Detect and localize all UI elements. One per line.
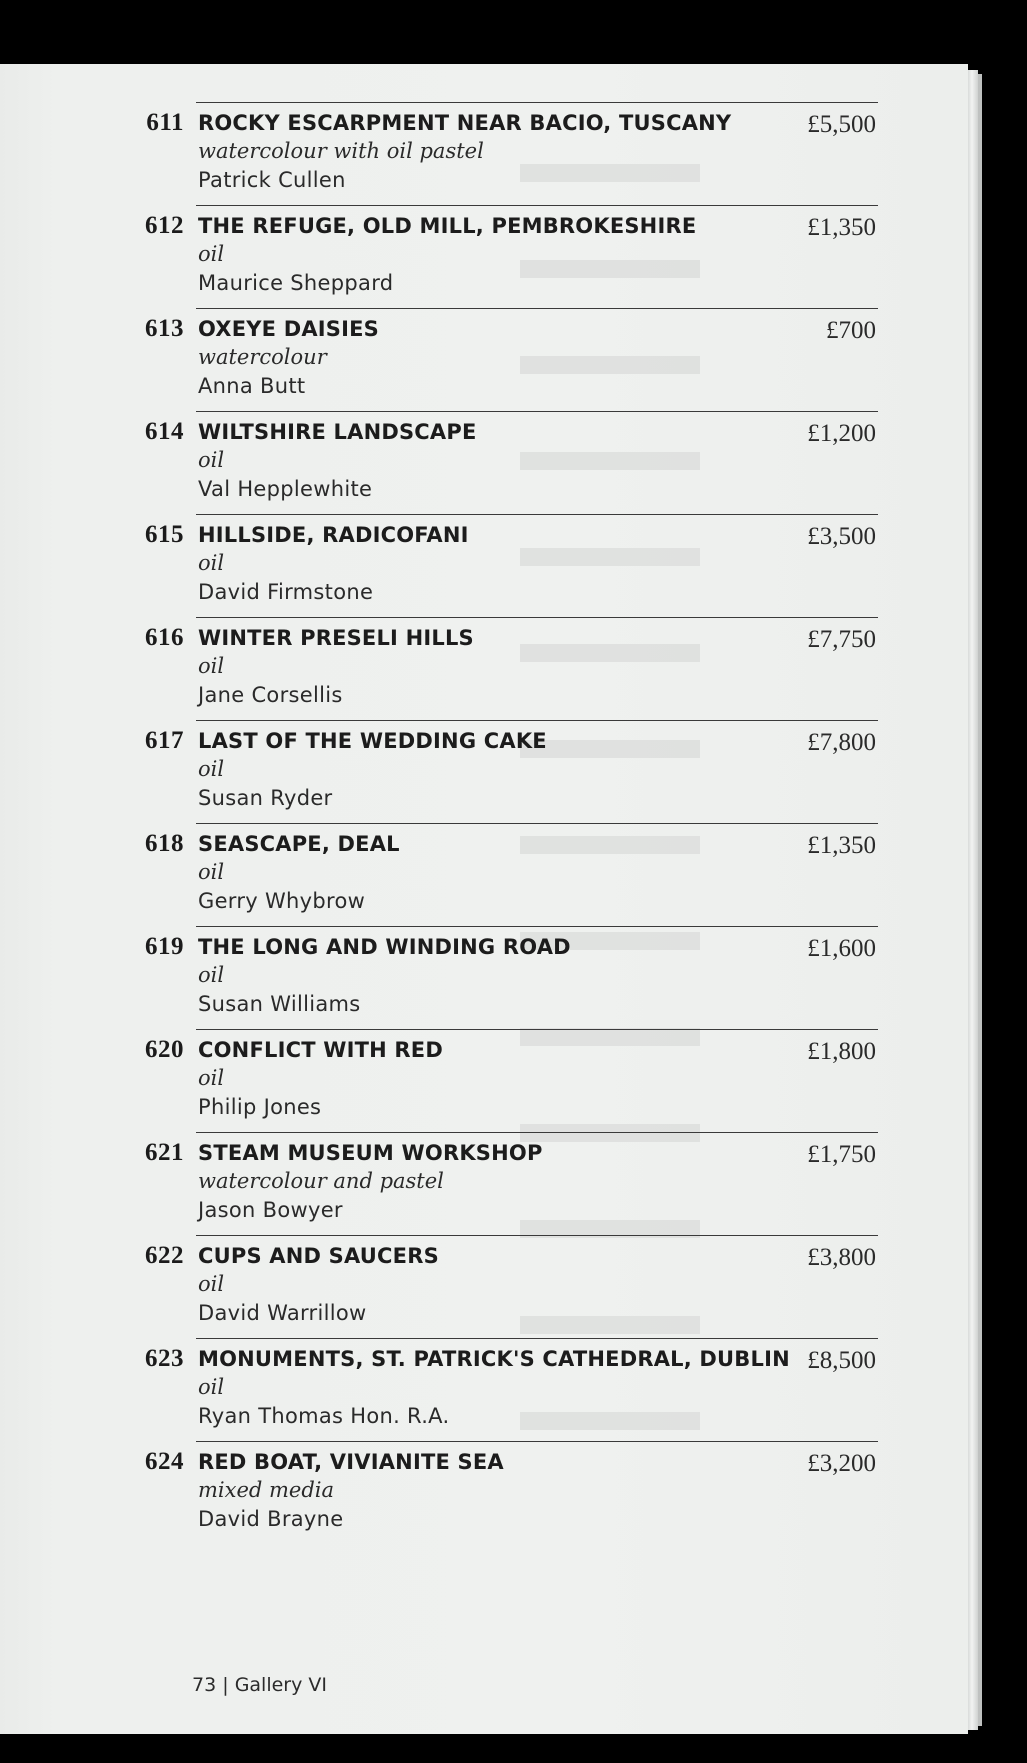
entry-title: RED BOAT, VIVIANITE SEA [198, 1450, 504, 1474]
entry-medium: oil [198, 654, 225, 678]
entry-number: 615 [145, 521, 184, 548]
entry-price: £7,750 [807, 626, 876, 653]
entry-number: 621 [145, 1139, 184, 1166]
entry-artist: Jane Corsellis [198, 683, 343, 707]
entry-artist: David Warrillow [198, 1301, 367, 1325]
entry-medium: oil [198, 1375, 225, 1399]
entry-title: CUPS AND SAUCERS [198, 1244, 439, 1268]
entry-title: HILLSIDE, RADICOFANI [198, 523, 469, 547]
entry-title: OXEYE DAISIES [198, 317, 380, 341]
entry-title: SEASCAPE, DEAL [198, 832, 400, 856]
entry-title: STEAM MUSEUM WORKSHOP [198, 1141, 543, 1165]
entry-title: LAST OF THE WEDDING CAKE [198, 729, 547, 753]
entry-price: £3,800 [807, 1244, 876, 1271]
entry-price: £1,800 [807, 1038, 876, 1065]
entry-price: £3,500 [807, 523, 876, 550]
catalogue-entry [145, 720, 878, 823]
entry-artist: Ryan Thomas Hon. R.A. [198, 1404, 450, 1428]
catalogue-entry [145, 1441, 878, 1544]
catalogue-entry [145, 514, 878, 617]
entry-number: 613 [145, 315, 184, 342]
catalogue-entry [145, 1338, 878, 1441]
catalogue-entry [146, 102, 878, 205]
entry-medium: oil [198, 242, 225, 266]
entry-artist: Susan Ryder [198, 786, 333, 810]
entry-medium: oil [198, 1066, 225, 1090]
entry-price: £7,800 [807, 729, 876, 756]
entry-artist: Jason Bowyer [198, 1198, 343, 1222]
entry-medium: oil [198, 963, 225, 987]
entry-medium: watercolour with oil pastel [198, 139, 484, 163]
entry-artist: Gerry Whybrow [198, 889, 366, 913]
entry-title: THE LONG AND WINDING ROAD [198, 935, 571, 959]
entry-medium: oil [198, 1272, 225, 1296]
entry-number: 616 [145, 624, 184, 651]
entry-price: £1,750 [807, 1141, 876, 1168]
entry-artist: Anna Butt [198, 374, 306, 398]
catalogue-entry [145, 1132, 878, 1235]
entry-number: 612 [145, 212, 184, 239]
entry-medium: watercolour [198, 345, 327, 369]
entry-artist: Patrick Cullen [198, 168, 346, 192]
entry-number: 618 [145, 830, 184, 857]
entry-artist: Maurice Sheppard [198, 271, 394, 295]
entry-title: WINTER PRESELI HILLS [198, 626, 474, 650]
entry-price: £700 [826, 317, 876, 344]
entry-price: £8,500 [807, 1347, 876, 1374]
entry-medium: oil [198, 757, 225, 781]
page-edge [968, 70, 978, 1730]
entry-medium: oil [198, 860, 225, 884]
entry-price: £1,200 [807, 420, 876, 447]
entry-medium: mixed media [198, 1478, 335, 1502]
entry-artist: David Firmstone [198, 580, 374, 604]
entry-medium: oil [198, 448, 225, 472]
catalogue-entry [145, 308, 878, 411]
catalogue-entry [145, 617, 878, 720]
entry-title: WILTSHIRE LANDSCAPE [198, 420, 477, 444]
catalogue-entries-list [0, 102, 968, 1544]
catalogue-entry [145, 205, 878, 308]
entry-price: £5,500 [807, 111, 876, 138]
entry-artist: Philip Jones [198, 1095, 322, 1119]
catalogue-entry [145, 926, 878, 1029]
entry-number: 620 [145, 1036, 184, 1063]
entry-price: £3,200 [807, 1450, 876, 1477]
entry-number: 614 [145, 418, 184, 445]
entry-price: £1,350 [807, 214, 876, 241]
entry-number: 611 [146, 109, 184, 136]
entry-artist: David Brayne [198, 1507, 344, 1531]
catalogue-entry [145, 1029, 878, 1132]
entry-number: 622 [145, 1242, 184, 1269]
entry-medium: oil [198, 551, 225, 575]
entry-number: 624 [145, 1448, 184, 1475]
entry-artist: Val Hepplewhite [198, 477, 373, 501]
page-edge-shadow [978, 74, 982, 1726]
entry-price: £1,350 [807, 832, 876, 859]
entry-number: 617 [145, 727, 184, 754]
catalogue-entry [145, 1235, 878, 1338]
entry-price: £1,600 [807, 935, 876, 962]
entry-title: MONUMENTS, ST. PATRICK'S CATHEDRAL, DUBLIN [198, 1347, 790, 1371]
entry-number: 623 [145, 1345, 184, 1372]
gallery-section: Gallery VI [234, 1674, 327, 1696]
entry-medium: watercolour and pastel [198, 1169, 444, 1193]
page-footer [192, 1674, 327, 1696]
entry-title: CONFLICT WITH RED [198, 1038, 443, 1062]
footer-separator: | [222, 1674, 229, 1696]
entry-number: 619 [145, 933, 184, 960]
entry-artist: Susan Williams [198, 992, 361, 1016]
entry-title: THE REFUGE, OLD MILL, PEMBROKESHIRE [198, 214, 697, 238]
catalogue-entry [145, 411, 878, 514]
entry-title: ROCKY ESCARPMENT NEAR BACIO, TUSCANY [198, 111, 732, 135]
catalogue-page [0, 64, 968, 1734]
catalogue-entry [145, 823, 878, 926]
page-number: 73 [192, 1674, 217, 1696]
